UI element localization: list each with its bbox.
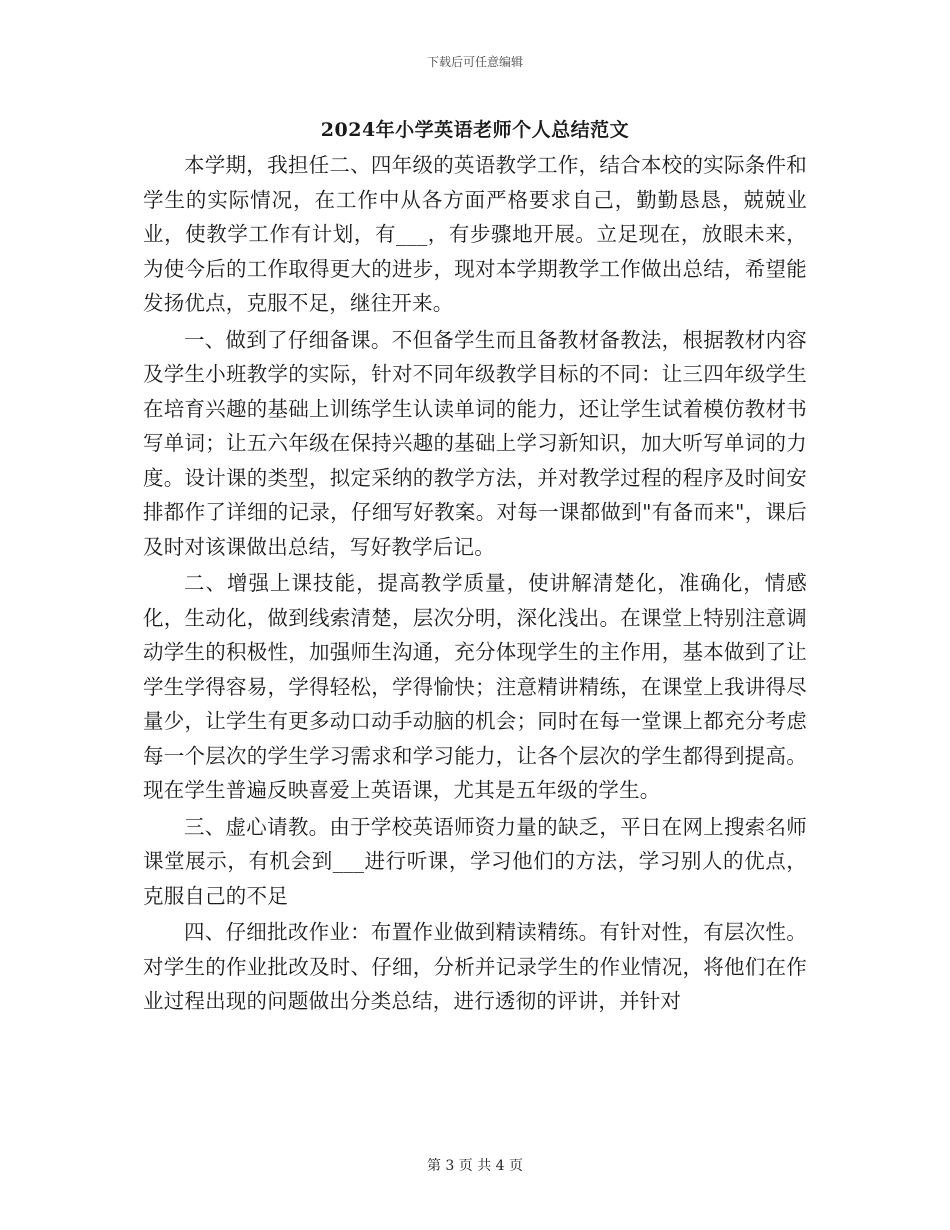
paragraph-section-2: 二、增强上课技能，提高教学质量，使讲解清楚化，准确化，情感化，生动化，做到线索清楚，层次分明，深化浅出。在课堂上特别注意调动学生的积极性，加强师生沟通，充分体现学生的主作用，基本做到了让学生学得容易，学得轻松，学得愉快；注意精讲精练，在课堂上我讲得尽量少，让学生有更多动口动手动脑的机会；同时在每一堂课上都充分考虑每一个层次的学生学习需求和学习能力，让各个层次的学生都得到提高。现在学生普遍反映喜爱上英语课，尤其是五年级的学生。	[143, 571, 807, 802]
paragraph-section-4: 四、仔细批改作业：布置作业做到精读精练。有针对性，有层次性。对学生的作业批改及时、仔细，分析并记录学生的作业情况，将他们在作业过程出现的问题做出分类总结，进行透彻的评讲，并针对	[143, 920, 807, 1013]
header-note: 下载后可任意编辑	[426, 55, 523, 69]
document-title: 2024年小学英语老师个人总结范文	[320, 119, 630, 141]
document-body	[143, 148, 807, 1021]
paragraph-intro: 本学期，我担任二、四年级的英语教学工作，结合本校的实际条件和学生的实际情况，在工作中从各方面严格要求自己，勤勤恳恳，兢兢业业，使教学工作有计划，有___，有步骤地开展。立足现在，放眼未来，为使今后的工作取得更大的进步，现对本学期教学工作做出总结，希望能发扬优点，克服不足，继往开来。	[143, 153, 807, 315]
page-number: 第 3 页 共 4 页	[426, 1158, 524, 1174]
paragraph-section-1: 一、做到了仔细备课。不但备学生而且备教材备教法，根据教材内容及学生小班教学的实际，针对不同年级教学目标的不同：让三四年级学生在培育兴趣的基础上训练学生认读单词的能力，还让学生试着模仿教材书写单词；让五六年级在保持兴趣的基础上学习新知识，加大听写单词的力度。设计课的类型，拟定采纳的教学方法，并对教学过程的程序及时间安排都作了详细的记录，仔细写好教案。对每一课都做到"有备而来"，课后及时对该课做出总结，写好教学后记。	[143, 327, 807, 559]
paragraph-section-3: 三、虚心请教。由于学校英语师资力量的缺乏，平日在网上搜索名师课堂展示，有机会到___进行听课，学习他们的方法，学习别人的优点，克服自己的不足	[143, 814, 807, 908]
